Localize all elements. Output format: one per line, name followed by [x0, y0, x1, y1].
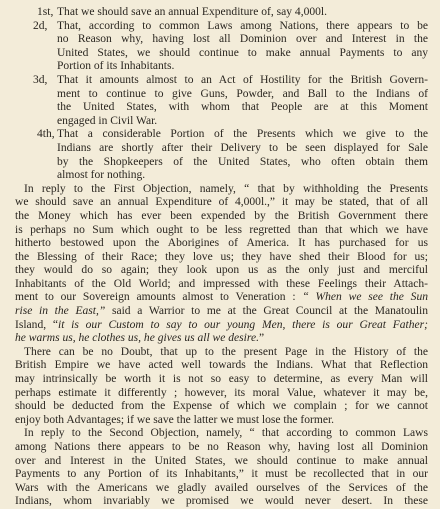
objection-line: almost for nothing.: [57, 169, 146, 182]
text-line: over and Interest in the United States, we should continue to make annual: [15, 454, 428, 467]
reply-second-objection: [15, 427, 428, 509]
objection-line: no Reason why, having lost all Dominion over and Interest in the: [57, 33, 428, 46]
text-line: rise in the East,” said a Warrior to me at the Great Council at the Manatoulin: [15, 305, 429, 318]
text-line: we should save an annual Expenditure of 4,000l.,” it may be stated, that of all: [15, 196, 428, 209]
objection-line: Portion of its Inhabitants.: [57, 60, 175, 73]
text-line: may intrinsically be worth it is not so easy to determine, as every Man will: [15, 373, 428, 386]
objection-number: 2d,: [33, 19, 48, 32]
reply-first-objection: [15, 183, 428, 346]
text-line: they would do so again; they look upon us as the only just and merciful: [15, 264, 428, 277]
text-line: Wars with the Americans we gladly availed ourselves of the Services of the: [15, 481, 428, 494]
objection-line: That we should save an annual Expenditure of, say 4,000l.: [57, 6, 327, 18]
text-line: perhaps estimate it differently ; however, its moral Value, whatever it may be,: [15, 386, 428, 399]
text-line: is perhaps no Sum which ought to be less regretted than that which we have: [15, 223, 428, 236]
objection-4: [15, 128, 428, 182]
text-line: There can be no Doubt, that up to the present Page in the History of the: [24, 345, 428, 358]
text-line: Payments to any Portion of its Inhabitants,” it must be recollected that in our: [15, 468, 428, 481]
objection-line: ment to continue to give Guns, Powder, and Ball to the Indians of: [57, 87, 428, 100]
objection-line: That it amounts almost to an Act of Hostility for the British Govern-: [57, 73, 428, 86]
text-line: the Blessing of their Race; they love us; they have shed their Blood for us;: [15, 250, 428, 263]
text-line: ment to our Sovereign amounts almost to Veneration : “ When we see the Sun: [15, 291, 428, 304]
text-line: among Nations there appears to be no Reason why, having lost all Dominion: [15, 441, 428, 453]
text-line: British Empire we have acted well towards the Indians. What that Reflection: [15, 359, 428, 372]
text-line: In reply to the Second Objection, namely, “ that according to common Laws: [24, 427, 428, 440]
objection-3: [15, 74, 428, 128]
objection-line: That, according to common Laws among Nations, there appears to be: [57, 19, 428, 32]
text-line: he warms us, he clothes us, he gives us all we desire.”: [15, 332, 265, 345]
text-line: hitherto bestowed upon the Aborigines of America. It has purchased for us: [15, 237, 428, 250]
objection-number: 1st,: [37, 6, 54, 18]
objection-line: the United States, with whom that People are at this Moment: [57, 101, 428, 114]
objection-line: by the Shopkeepers of the United States, who often obtain them: [57, 155, 428, 168]
objection-number: 3d,: [33, 73, 48, 86]
objection-number: 4th,: [37, 128, 55, 141]
reflection-paragraph: [15, 346, 428, 428]
text-line: Inhabitants of the Old World; and impressed with these Feelings their Attach-: [15, 277, 428, 290]
text-line: the Money which has ever been expended by the British Government there: [15, 209, 428, 222]
text-line: Indians, whom invariably we promised we would never desert. In these: [15, 495, 428, 508]
objection-line: engaged in Civil War.: [57, 114, 158, 127]
objection-line: Indians are shortly after their Delivery to be seen displayed for Sale: [57, 141, 428, 154]
text-line: Island, “it is our Custom to say to our young Men, there is our Great Father;: [15, 318, 428, 331]
text-line: enjoy both Advantages; if we save the latter we must lose the former.: [15, 413, 335, 426]
text-line: In reply to the First Objection, namely, “ that by withholding the Presents: [24, 182, 428, 195]
objection-1: [15, 6, 428, 20]
objection-line: United States, we should continue to make annual Payments to any: [57, 46, 428, 59]
objection-2: [15, 20, 428, 74]
objection-line: That a considerable Portion of the Presents which we give to the: [57, 128, 428, 141]
text-line: should be deducted from the Expense of which we complain ; for we cannot: [15, 400, 428, 413]
